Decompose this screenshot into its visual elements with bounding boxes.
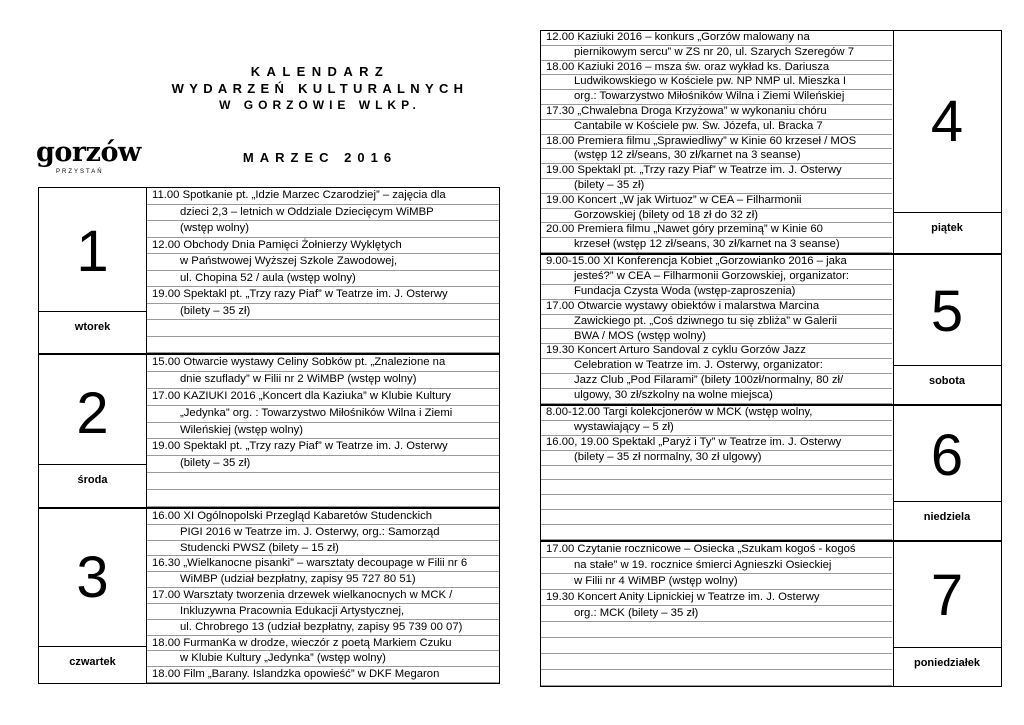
event-line: 8.00-12.00 Targi kolekcjonerów w MCK (wstęp wolny, (541, 406, 892, 421)
empty-line (541, 638, 892, 654)
event-line: 16.00 XI Ogólnopolski Przegląd Kabaretów Studenckich (147, 509, 499, 525)
event-line: 12.00 Obchody Dnia Pamięci Żołnierzy Wyklętych (147, 238, 499, 255)
day-block-4 (540, 30, 1002, 254)
event-line: BWA / MOS (wstęp wolny) (541, 330, 892, 345)
day-name: sobota (893, 365, 1001, 396)
event-line: 17.00 Warsztaty tworzenia drzewek wielkanocnych w MCK / (147, 588, 499, 604)
event-line: Jazz Club „Pod Filarami” (bilety 100zł/normalny, 80 zł/ (541, 374, 892, 389)
calendar-subtitle: WYDARZEŃ KULTURALNYCH (171, 81, 469, 96)
event-line: Inkluzywna Pracownia Edukacji Artystycznej, (147, 604, 499, 620)
event-line: Celebration w Teatrze im. J. Osterwy, organizator: (541, 359, 892, 374)
empty-line (147, 337, 499, 354)
event-line: 16.30 „Wielkanocne pisanki” – warsztaty decoupage w Filii nr 6 (147, 556, 499, 572)
event-line: org.: MCK (bilety – 35 zł) (541, 606, 892, 622)
day-block-5 (540, 254, 1002, 405)
logo-tagline: PRZYSTAŃ (56, 169, 104, 175)
event-line: jesteś?” w CEA – Filharmonii Gorzowskiej, organizator: (541, 270, 892, 285)
day-number: 4 (930, 89, 964, 154)
event-line: na stałe” w 19. rocznice śmierci Agnieszki Osieckiej (541, 558, 892, 574)
day-name: wtorek (39, 311, 146, 342)
event-line: 19.30 Koncert Arturo Sandoval z cyklu Gorzów Jazz (541, 344, 892, 359)
event-line: (wstęp 12 zł/seans, 30 zł/karnet na 3 seanse) (541, 149, 892, 164)
event-line: 17.00 Czytanie rocznicowe – Osiecka „Szukam kogoś - kogoś (541, 542, 892, 558)
day-block-1 (38, 187, 500, 354)
event-line: 17.00 Otwarcie wystawy obiektów i malarstwa Marcina (541, 300, 892, 315)
event-line: 19.00 Spektakl pt. „Trzy razy Piaf” w Teatrze im. J. Osterwy (147, 439, 499, 456)
empty-line (541, 670, 892, 686)
event-line: 20.00 Premiera filmu „Nawet góry przeminą” w Kinie 60 (541, 223, 892, 238)
event-line: wystawiający – 5 zł) (541, 421, 892, 436)
empty-line (541, 525, 892, 540)
event-line: 16.00, 19.00 Spektakl „Paryż i Ty” w Teatrze im. J. Osterwy (541, 436, 892, 451)
empty-line (147, 320, 499, 337)
event-line: 18.00 Premiera filmu „Sprawiedliwy” w Kinie 60 krzeseł / MOS (541, 135, 892, 150)
day-number: 7 (930, 563, 964, 628)
event-line: w Państwowej Wyższej Szkole Zawodowej, (147, 254, 499, 271)
calendar-city: W GORZOWIE WLKP. (219, 98, 421, 112)
empty-line (541, 480, 892, 495)
day-number: 3 (76, 545, 109, 610)
event-line: WiMBP (udział bezpłatny, zapisy 95 727 80 51) (147, 572, 499, 588)
empty-line (147, 490, 499, 507)
event-line: 11.00 Spotkanie pt. „Idzie Marzec Czarodziej” – zajęcia dla (147, 188, 499, 205)
event-line: (bilety – 35 zł) (147, 456, 499, 473)
day-number: 1 (76, 219, 109, 284)
logo-wordmark: gorzów (36, 137, 141, 168)
event-line: 19.30 Koncert Anity Lipnickiej w Teatrze im. J. Osterwy (541, 590, 892, 606)
day-name: środa (39, 464, 146, 495)
day-block-2 (38, 354, 500, 508)
event-line: 12.00 Kaziuki 2016 – konkurs „Gorzów malowany na (541, 31, 892, 46)
event-line: ul. Chopina 52 / aula (wstęp wolny) (147, 271, 499, 288)
day-number: 5 (930, 279, 964, 344)
empty-line (147, 473, 499, 490)
empty-line (541, 495, 892, 510)
event-line: 18.00 Kaziuki 2016 – msza św. oraz wykład ks. Dariusza (541, 61, 892, 76)
event-line: Wileńskiej (wstęp wolny) (147, 423, 499, 440)
event-line: dnie szuflady” w Filii nr 2 WiMBP (wstęp wolny) (147, 372, 499, 389)
empty-line (541, 654, 892, 670)
event-line: krzeseł (wstęp 12 zł/seans, 30 zł/karnet na 3 seanse) (541, 238, 892, 253)
day-block-7 (540, 541, 1002, 687)
event-line: piernikowym sercu” w ZS nr 20, ul. Szarych Szeregów 7 (541, 46, 892, 61)
event-line: 18.00 Film „Barany. Islandzka opowieść” w DKF Megaron (147, 667, 499, 683)
day-number: 2 (76, 381, 109, 446)
event-line: 18.00 FurmanKa w drodze, wieczór z poetą Markiem Czuku (147, 636, 499, 652)
calendar-title: KALENDARZ (250, 64, 390, 79)
event-line: Gorzowskiej (bilety od 18 zł do 32 zł) (541, 209, 892, 224)
event-line: 17.00 KAZIUKI 2016 „Koncert dla Kaziuka” w Klubie Kultury (147, 389, 499, 406)
day-name: czwartek (39, 646, 146, 677)
empty-line (541, 466, 892, 481)
event-line: Cantabile w Kościele pw. Św. Józefa, ul. Bracka 7 (541, 120, 892, 135)
event-line: 19.00 Koncert „W jak Wirtuoz” w CEA – Filharmonii (541, 194, 892, 209)
event-line: w Klubie Kultury „Jedynka” (wstęp wolny) (147, 651, 499, 667)
month-title: MARZEC 2016 (242, 150, 398, 165)
day-number: 6 (930, 423, 964, 488)
event-line: 17.30 „Chwalebna Droga Krzyżowa” w wykonaniu chóru (541, 105, 892, 120)
event-line: 19.00 Spektakl pt. „Trzy razy Piaf” w Teatrze im. J. Osterwy (147, 287, 499, 304)
day-name: niedziela (893, 501, 1001, 532)
day-name: poniedziałek (893, 647, 1001, 678)
day-name: piątek (893, 212, 1001, 243)
event-line: 9.00-15.00 XI Konferencja Kobiet „Gorzowianko 2016 – jaka (541, 255, 892, 270)
event-line: Zawickiego pt. „Coś dziwnego tu się zbliża” w Galerii (541, 315, 892, 330)
event-line: (bilety – 35 zł normalny, 30 zł ulgowy) (541, 451, 892, 466)
event-line: dzieci 2,3 – letnich w Oddziale Dziecięcym WiMBP (147, 205, 499, 222)
event-line: (bilety – 35 zł) (147, 304, 499, 321)
event-line: „Jedynka” org. : Towarzystwo Miłośników Wilna i Ziemi (147, 406, 499, 423)
event-line: ul. Chrobrego 13 (udział bezpłatny, zapisy 95 739 00 07) (147, 620, 499, 636)
day-block-6 (540, 405, 1002, 541)
empty-line (541, 510, 892, 525)
event-line: w Filii nr 4 WiMBP (wstęp wolny) (541, 574, 892, 590)
gorzow-logo (36, 138, 154, 182)
event-line: org.: Towarzystwo Miłośników Wilna i Ziemi Wileńskiej (541, 90, 892, 105)
event-line: PIGI 2016 w Teatrze im. J. Osterwy, org.: Samorząd (147, 525, 499, 541)
event-line: Fundacja Czysta Woda (wstęp-zaproszenia) (541, 285, 892, 300)
event-line: ulgowy, 30 zł/szkolny na wolne miejsca) (541, 389, 892, 404)
empty-line (541, 622, 892, 638)
day-block-3 (38, 508, 500, 684)
event-line: (wstęp wolny) (147, 221, 499, 238)
event-line: 15.00 Otwarcie wystawy Celiny Sobków pt. „Znalezione na (147, 355, 499, 372)
event-line: (bilety – 35 zł) (541, 179, 892, 194)
event-line: 19.00 Spektakl pt. „Trzy razy Piaf” w Teatrze im. J. Osterwy (541, 164, 892, 179)
event-line: Ludwikowskiego w Kościele pw. NP NMP ul. Mieszka I (541, 75, 892, 90)
event-line: Studencki PWSZ (bilety – 15 zł) (147, 541, 499, 557)
